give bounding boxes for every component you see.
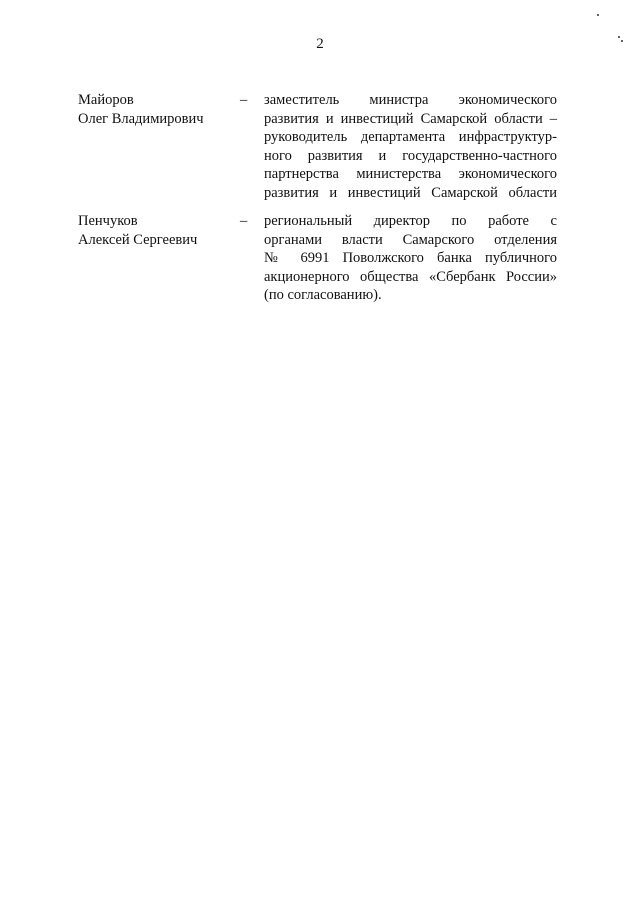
page-number: 2 bbox=[316, 36, 324, 52]
scan-speck bbox=[621, 40, 623, 42]
scan-speck bbox=[597, 14, 599, 16]
member-name bbox=[78, 212, 248, 249]
position-line: № 6991 Поволжского банка публичного bbox=[264, 250, 557, 266]
position-line: руководитель департамента инфраструктур- bbox=[264, 129, 557, 145]
position-line: (по согласованию). bbox=[264, 287, 382, 303]
member-surname: Пенчуков bbox=[78, 213, 138, 229]
member-given-names: Олег Владимирович bbox=[78, 110, 204, 127]
scan-speck bbox=[618, 36, 620, 38]
member-position bbox=[264, 212, 557, 305]
position-line: заместитель министра экономического bbox=[264, 92, 557, 108]
position-line: органами власти Самарского отделения bbox=[264, 231, 557, 248]
position-line: акционерного общества «Сбербанк России» bbox=[264, 268, 557, 285]
position-line: развития и инвестиций Самарской области – bbox=[264, 110, 557, 127]
member-name bbox=[78, 91, 248, 128]
position-line: ного развития и государственно-частного bbox=[264, 147, 557, 164]
position-line: региональный директор по работе с bbox=[264, 213, 557, 229]
position-line: развития и инвестиций Самарской области bbox=[264, 184, 557, 201]
entry-dash: – bbox=[240, 92, 248, 108]
member-surname: Майоров bbox=[78, 92, 134, 108]
position-line: партнерства министерства экономического bbox=[264, 166, 557, 182]
member-given-names: Алексей Сергеевич bbox=[78, 231, 198, 248]
member-position bbox=[264, 91, 557, 202]
entry-dash: – bbox=[240, 213, 248, 229]
